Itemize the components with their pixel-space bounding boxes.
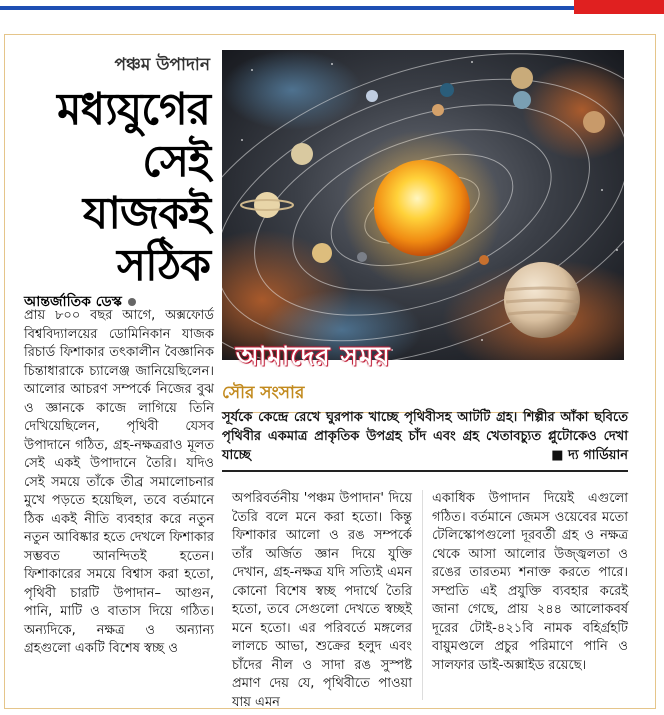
body-text-3: একাধিক উপাদান দিয়েই এগুলো গঠিত। বর্তমানে জেমস ওয়েবের মতো টেলিস্কোপগুলো দূরবর্তী গ্রহ ও নক্ষত্র থেকে আসা আলোর উজ্জ্বলতা ও রঙের তারতম্য শনাক্ত করতে পারে। সম্প্রতি এই প্রযুক্তি ব্যবহার করেই জানা গেছে, প্রায় ২৪৪ আলোকবর্ষ দূরের টোই-৪২১বি নামক বহির্গ্রহটি বায়ুমণ্ডলে প্রচুর পরিমাণে পানি ও সালফার ডাই-অক্সাইড রয়েছে। — [432, 491, 628, 673]
top-red-block — [574, 0, 664, 14]
dateline-dot — [128, 298, 136, 306]
watermark: আমাদের সময় — [236, 342, 391, 372]
solar-system-illustration — [222, 50, 624, 360]
kicker: পঞ্চম উপাদান — [114, 55, 210, 75]
headline-line-2: সেই — [142, 136, 210, 187]
section-title: সৌর সংসার — [222, 380, 628, 413]
body-column-2 — [232, 490, 412, 712]
dateline-text: আন্তর্জাতিক ডেস্ক — [24, 294, 122, 310]
top-blue-stripe — [0, 6, 574, 10]
caption-divider — [222, 470, 628, 472]
body-text-2: অপরিবর্তনীয় 'পঞ্চম উপাদান' দিয়ে তৈরি বলে মনে করা হতো। কিন্তু ফিশাকার আলো ও রঙ সম্পর্কে তাঁর অর্জিত জ্ঞান দিয়ে যুক্তি দেখান, গ্রহ-নক্ষত্র যদি সত্যিই এমন কোনো বিশেষ স্বচ্ছ পদার্থে তৈরি হতো, তবে সেগুলো দেখতে স্বচ্ছই মনে হতো। এর পরিবর্তে মঙ্গলের লালচে আভা, শুক্রের হলুদ এবং চাঁদের নীল ও সাদা রঙ সুস্পষ্ট প্রমাণ দেয় যে, পৃথিবীতে পাওয়া যায় এমন — [232, 491, 412, 710]
body-column-1 — [24, 307, 214, 659]
headline-line-3: যাজকই — [82, 188, 210, 239]
caption-credit: ■ দ্য গার্ডিয়ান — [551, 448, 628, 463]
body-column-3 — [432, 490, 628, 675]
top-color-bar — [0, 0, 664, 14]
headline — [22, 84, 210, 292]
column-rule — [422, 490, 423, 700]
photo-caption — [222, 408, 628, 465]
caption-text: সূর্যকে কেন্দ্রে রেখে ঘুরপাক খাচ্ছে পৃথিবীসহ আটটি গ্রহ। শিল্পীর আঁকা ছবিতে পৃথিবীর একমাত্র প্রাকৃতিক উপগ্রহ চাঁদ এবং গ্রহ খেতাবচ্যুত প্লুটোকেও দেখা যাচ্ছে — [222, 410, 628, 463]
body-text-1: প্রায় ৮০০ বছর আগে, অক্সফোর্ড বিশ্ববিদ্যালয়ের ডোমিনিকান যাজক রিচার্ড ফিশাকার তৎকালীন বৈজ্ঞানিক চিন্তাধারাকে চ্যালেঞ্জ জানিয়েছিলেন। আলোর আচরণ সম্পর্কে নিজের বুঝ ও জ্ঞানকে কাজে লাগিয়ে তিনি দেখিয়েছিলেন, পৃথিবী যেসব উপাদানে গঠিত, গ্রহ-নক্ষত্ররাও মূলত সেই একই উপাদানে তৈরি। যদিও সেই সময়ে তাঁকে তীব্র সমালোচনার মুখে পড়তে হয়েছিল, তবে বর্তমানে ঠিক একই নীতি ব্যবহার করে নতুন নতুন আবিষ্কার হতে দেখলে ফিশাকার সম্ভবত আনন্দিতই হতেন। ফিশাকারের সময়ে বিশ্বাস করা হতো, পৃথিবী চারটি উপাদান– আগুন, পানি, মাটি ও বাতাস দিয়ে গঠিত। অন্যদিকে, নক্ষত্র ও অন্যান্য গ্রহগুলো একটি বিশেষ স্বচ্ছ ও — [24, 308, 214, 656]
headline-line-1: মধ্যযুগের — [57, 84, 210, 135]
solar-system-artwork — [222, 50, 624, 360]
headline-line-4: সঠিক — [117, 240, 210, 291]
